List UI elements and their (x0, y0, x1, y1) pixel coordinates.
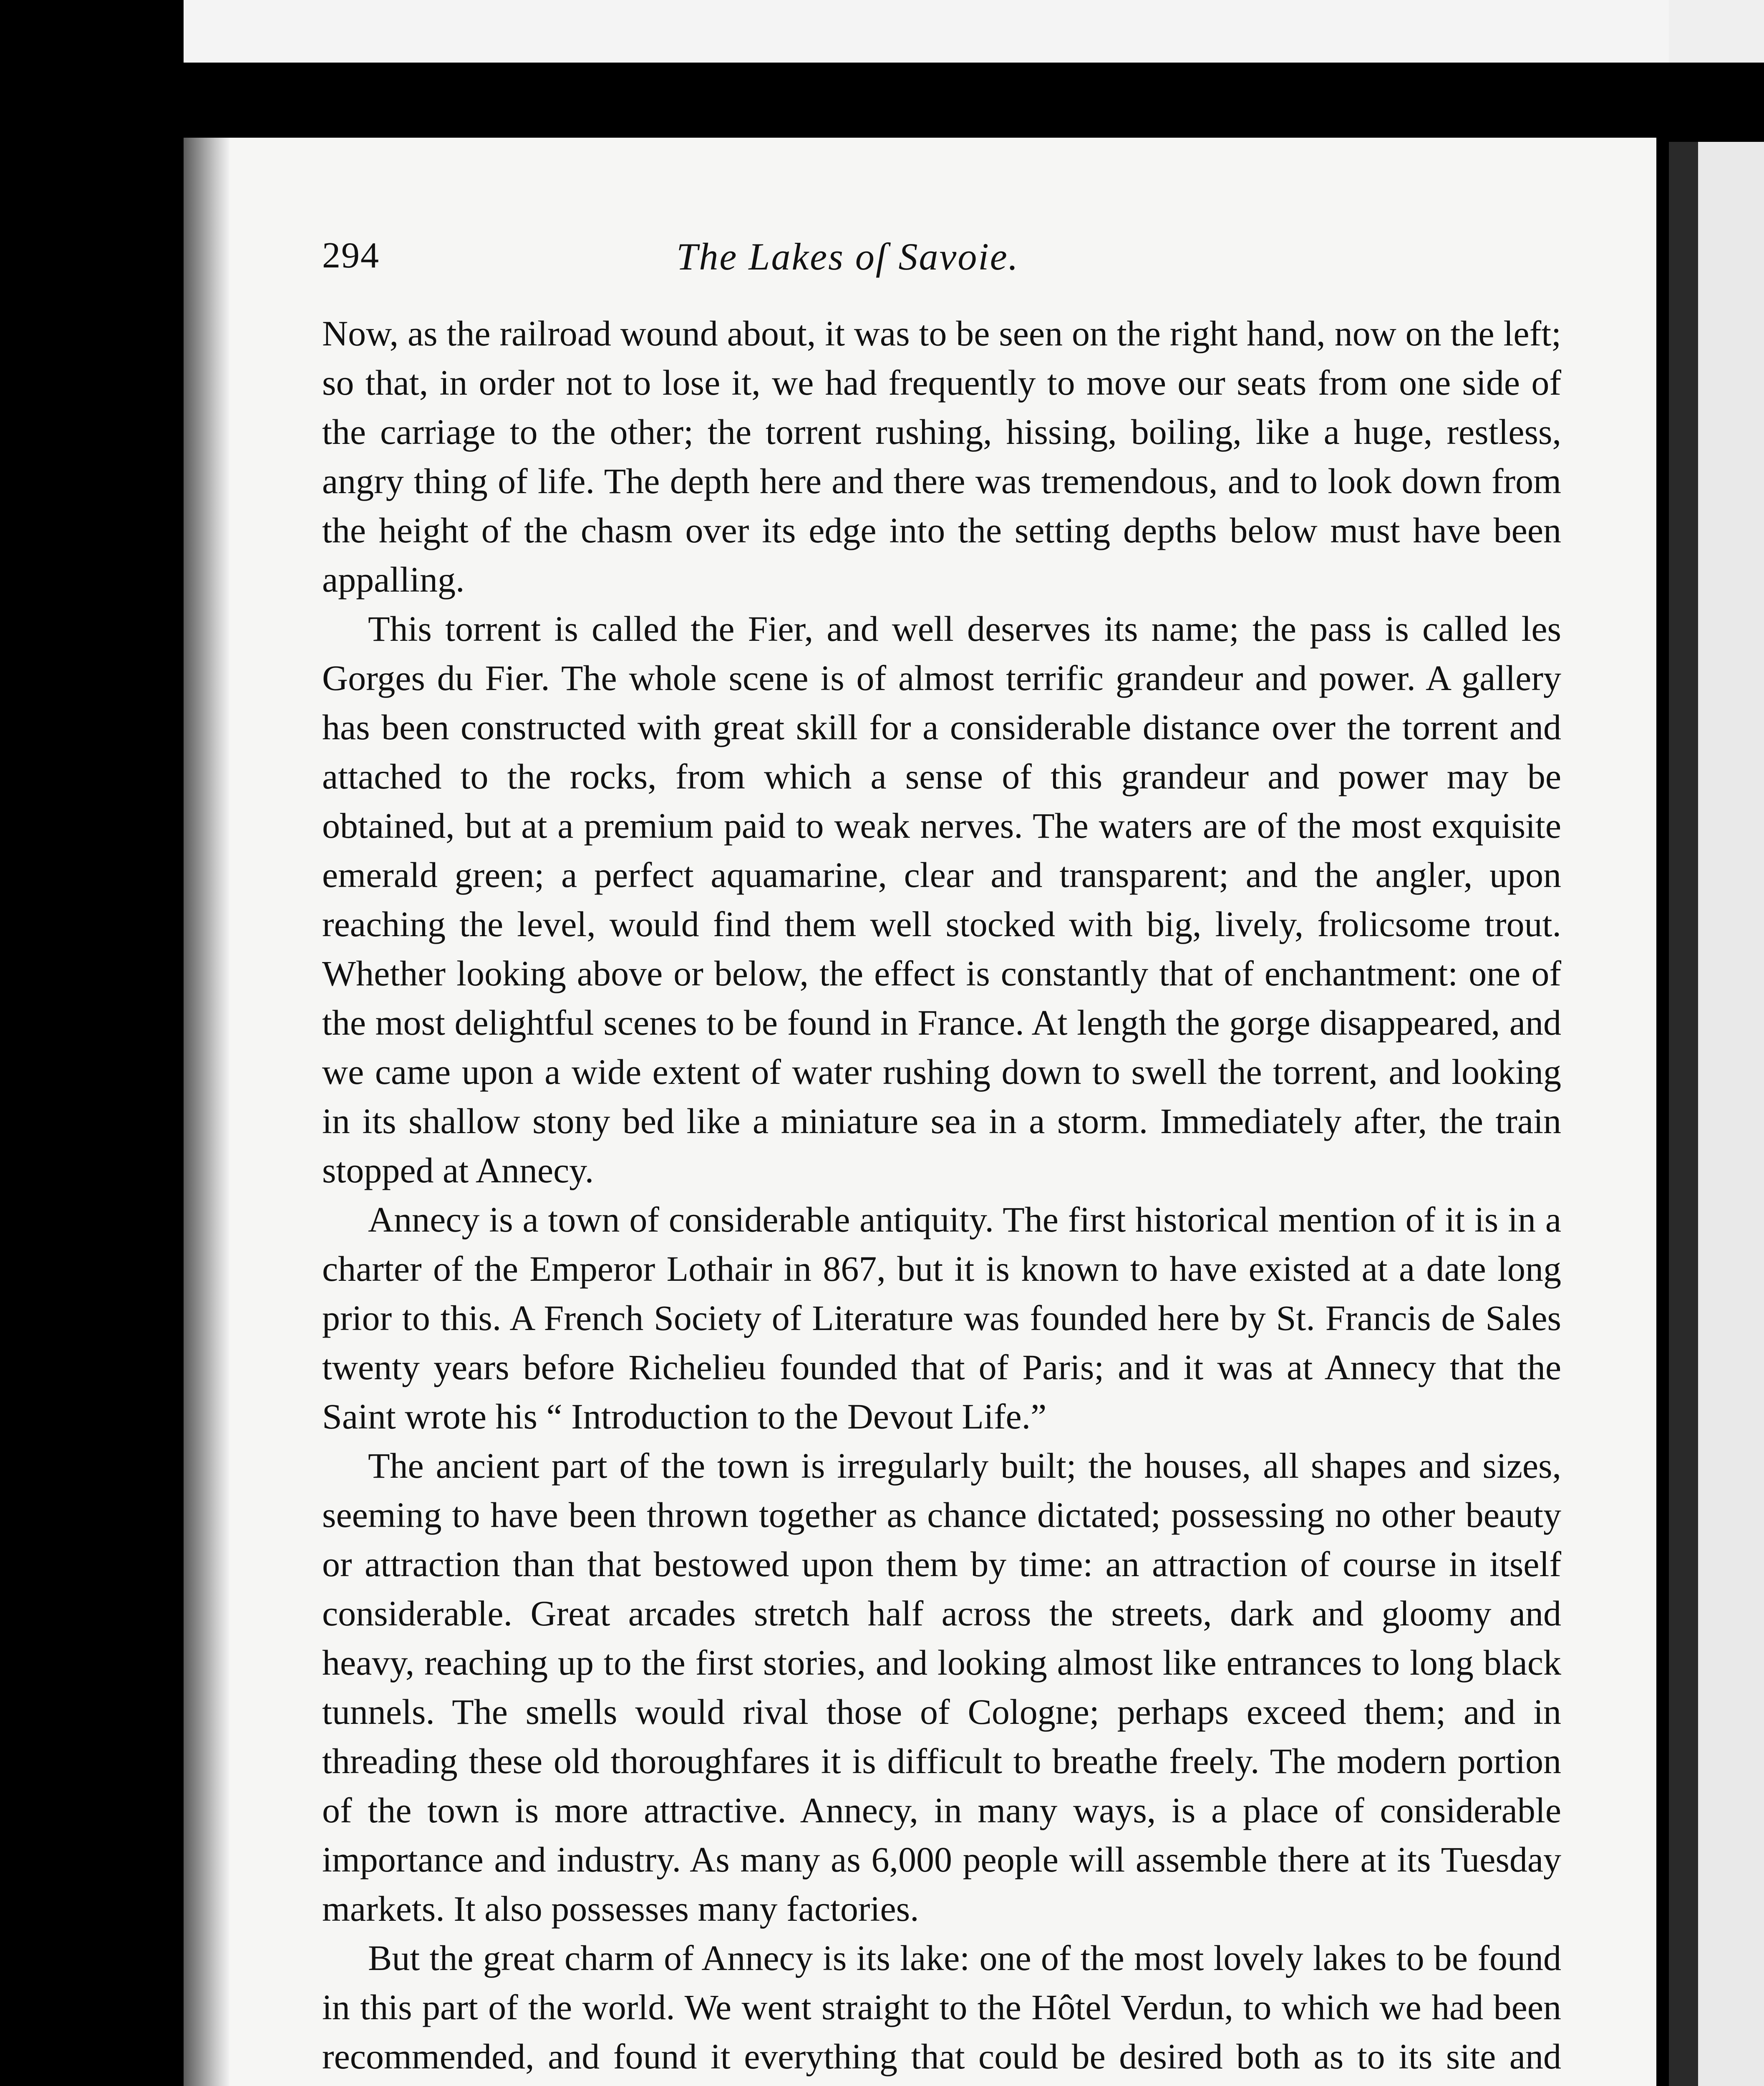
page-number: 294 (322, 235, 380, 276)
paragraph: But the great charm of Annecy is its lake: one of the most lovely lakes to be found in this part of the world. We went straight to the Hôtel Verdun, to which we had been recommended, and found it everything that could be desired both as to its site and (322, 1938, 1561, 2076)
paragraph: The ancient part of the town is irregularly built; the houses, all shapes and sizes, seeming to have been thrown together as chance dictated; possessing no other beauty or attraction than that bestowed upon them by time: an attraction of course in itself considerable. Great arcades stretch half across the streets, dark and gloomy and heavy, reaching up to the first stories, and looking almost like entrances to long black tunnels. The smells would rival those of Cologne; perhaps exceed them; and in threading these old thoroughfares it is difficult to breathe freely. The modern portion of the town is more attractive. Annecy, in many ways, is a place of considerable importance and industry. As many as 6,000 people will assemble there at its Tuesday markets. It also possesses many factories. (322, 1446, 1561, 1929)
page-edge-strip (1669, 0, 1764, 63)
paragraph: Now, as the railroad wound about, it was to be seen on the right hand, now on the left; so that, in order not to lose it, we had frequently to move our seats from one side of the carriage to the other; the torrent rushing, hissing, boiling, like a huge, restless, angry thing of life. The depth here and there was tremendous, and to look down from the height of the chasm over its edge into the setting depths below must have been appalling. (322, 313, 1561, 600)
previous-page-strip (184, 0, 1669, 63)
paragraph: Annecy is a town of considerable antiquity. The first historical mention of it is in a charter of the Emperor Lothair in 867, but it is known to have existed at a date long prior to this. A French Society of Literature was founded here by St. Francis de Sales twenty years before Richelieu founded that of Paris; and it was at Annecy that the Saint wrote his “ Introduction to the Devout Life.” (322, 1199, 1561, 1436)
book-page (225, 138, 1656, 2086)
running-title: The Lakes oſ Savoie. (676, 235, 1019, 278)
binding-shadow (184, 138, 229, 2086)
facing-page-edge (1669, 142, 1764, 2086)
paragraph: This torrent is called the Fier, and well deserves its name; the pass is called les Gorges du Fier. The whole scene is of almost terrific grandeur and power. A gallery has been constructed with great skill for a considerable distance over the torrent and attached to the rocks, from which a sense of this grandeur and power may be obtained, but at a premium paid to weak nerves. The waters are of the most exquisite emerald green; a perfect aquamarine, clear and transparent; and the angler, upon reaching the level, would find them well stocked with big, lively, frolicsome trout. Whether looking above or below, the effect is constantly that of enchantment: one of the most delightful scenes to be found in France. At length the gorge disappeared, and we came upon a wide extent of water rushing down to swell the torrent, and looking in its shallow stony bed like a miniature sea in a storm. Immediately after, the train stopped at Annecy. (322, 609, 1561, 1190)
page-header (322, 234, 1373, 293)
body-text (322, 309, 1561, 2086)
